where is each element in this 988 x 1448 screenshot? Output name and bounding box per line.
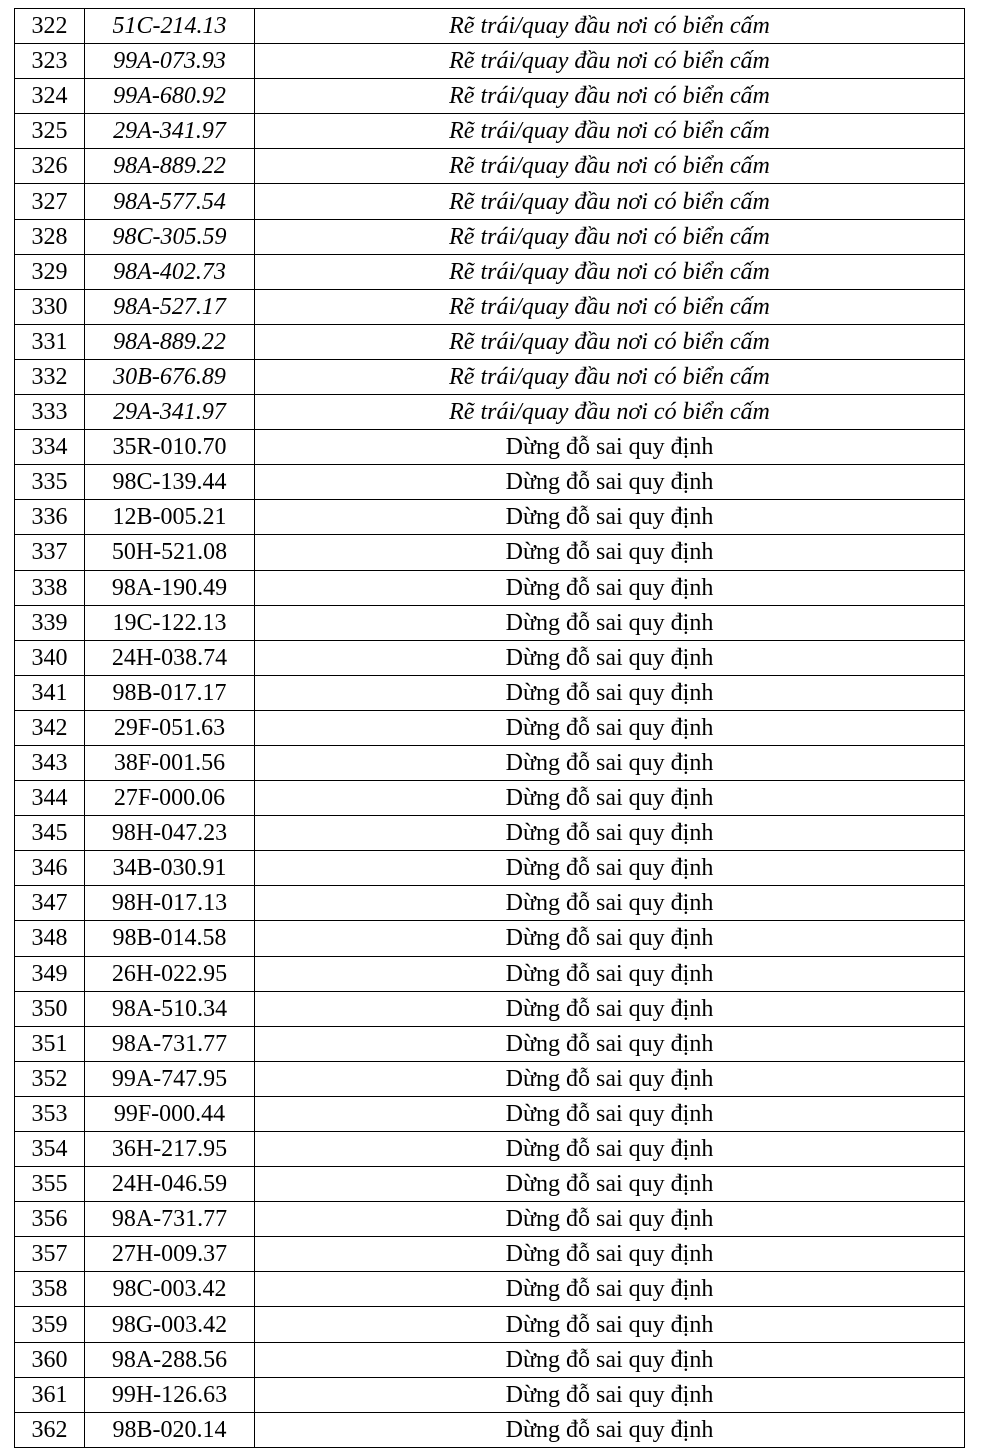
violation-cell: Rẽ trái/quay đầu nơi có biển cấm: [255, 114, 965, 149]
violation-cell: Dừng đỗ sai quy định: [255, 465, 965, 500]
row-number-cell: 337: [15, 535, 85, 570]
row-number-cell: 323: [15, 44, 85, 79]
violation-cell: Dừng đỗ sai quy định: [255, 745, 965, 780]
table-row: [15, 1307, 965, 1342]
license-plate-cell: 98B-014.58: [85, 921, 255, 956]
violation-cell: Dừng đỗ sai quy định: [255, 921, 965, 956]
license-plate-cell: 27F-000.06: [85, 781, 255, 816]
row-number-cell: 353: [15, 1096, 85, 1131]
violation-cell: Dừng đỗ sai quy định: [255, 956, 965, 991]
row-number-cell: 350: [15, 991, 85, 1026]
violation-cell: Dừng đỗ sai quy định: [255, 1096, 965, 1131]
row-number-cell: 322: [15, 9, 85, 44]
table-row: [15, 500, 965, 535]
table-row: [15, 781, 965, 816]
violation-cell: Dừng đỗ sai quy định: [255, 1026, 965, 1061]
row-number-cell: 331: [15, 324, 85, 359]
license-plate-cell: 98A-190.49: [85, 570, 255, 605]
license-plate-cell: 98A-731.77: [85, 1026, 255, 1061]
table-row: [15, 254, 965, 289]
row-number-cell: 325: [15, 114, 85, 149]
table-row: [15, 1342, 965, 1377]
row-number-cell: 324: [15, 79, 85, 114]
row-number-cell: 340: [15, 640, 85, 675]
violation-cell: Dừng đỗ sai quy định: [255, 640, 965, 675]
row-number-cell: 346: [15, 851, 85, 886]
row-number-cell: 357: [15, 1237, 85, 1272]
license-plate-cell: 98C-139.44: [85, 465, 255, 500]
table-row: [15, 1412, 965, 1447]
row-number-cell: 358: [15, 1272, 85, 1307]
table-row: [15, 921, 965, 956]
license-plate-cell: 98C-305.59: [85, 219, 255, 254]
table-row: [15, 1132, 965, 1167]
violation-cell: Dừng đỗ sai quy định: [255, 535, 965, 570]
violation-cell: Dừng đỗ sai quy định: [255, 1061, 965, 1096]
violation-cell: Dừng đỗ sai quy định: [255, 1342, 965, 1377]
row-number-cell: 354: [15, 1132, 85, 1167]
violation-cell: Rẽ trái/quay đầu nơi có biển cấm: [255, 9, 965, 44]
row-number-cell: 356: [15, 1202, 85, 1237]
license-plate-cell: 51C-214.13: [85, 9, 255, 44]
table-row: [15, 324, 965, 359]
violation-cell: Rẽ trái/quay đầu nơi có biển cấm: [255, 149, 965, 184]
license-plate-cell: 24H-038.74: [85, 640, 255, 675]
table-row: [15, 1202, 965, 1237]
row-number-cell: 352: [15, 1061, 85, 1096]
violation-cell: Dừng đỗ sai quy định: [255, 1412, 965, 1447]
violation-cell: Rẽ trái/quay đầu nơi có biển cấm: [255, 79, 965, 114]
license-plate-cell: 27H-009.37: [85, 1237, 255, 1272]
row-number-cell: 328: [15, 219, 85, 254]
violations-table: [14, 8, 965, 1448]
license-plate-cell: 29A-341.97: [85, 395, 255, 430]
license-plate-cell: 98G-003.42: [85, 1307, 255, 1342]
violation-cell: Dừng đỗ sai quy định: [255, 1377, 965, 1412]
table-row: [15, 1026, 965, 1061]
license-plate-cell: 98A-889.22: [85, 324, 255, 359]
row-number-cell: 342: [15, 710, 85, 745]
table-row: [15, 465, 965, 500]
table-row: [15, 1272, 965, 1307]
violation-cell: Rẽ trái/quay đầu nơi có biển cấm: [255, 359, 965, 394]
row-number-cell: 344: [15, 781, 85, 816]
row-number-cell: 349: [15, 956, 85, 991]
violation-cell: Dừng đỗ sai quy định: [255, 1167, 965, 1202]
violation-cell: Rẽ trái/quay đầu nơi có biển cấm: [255, 289, 965, 324]
violation-cell: Dừng đỗ sai quy định: [255, 1202, 965, 1237]
row-number-cell: 362: [15, 1412, 85, 1447]
row-number-cell: 355: [15, 1167, 85, 1202]
license-plate-cell: 38F-001.56: [85, 745, 255, 780]
row-number-cell: 336: [15, 500, 85, 535]
row-number-cell: 329: [15, 254, 85, 289]
table-row: [15, 1061, 965, 1096]
table-body: [15, 9, 965, 1448]
license-plate-cell: 29F-051.63: [85, 710, 255, 745]
violation-cell: Rẽ trái/quay đầu nơi có biển cấm: [255, 254, 965, 289]
row-number-cell: 341: [15, 675, 85, 710]
row-number-cell: 345: [15, 816, 85, 851]
license-plate-cell: 99A-747.95: [85, 1061, 255, 1096]
license-plate-cell: 98A-577.54: [85, 184, 255, 219]
table-row: [15, 149, 965, 184]
license-plate-cell: 98A-889.22: [85, 149, 255, 184]
license-plate-cell: 99F-000.44: [85, 1096, 255, 1131]
license-plate-cell: 12B-005.21: [85, 500, 255, 535]
row-number-cell: 335: [15, 465, 85, 500]
row-number-cell: 348: [15, 921, 85, 956]
table-row: [15, 430, 965, 465]
violation-cell: Dừng đỗ sai quy định: [255, 886, 965, 921]
row-number-cell: 347: [15, 886, 85, 921]
table-row: [15, 1377, 965, 1412]
table-row: [15, 535, 965, 570]
license-plate-cell: 98H-047.23: [85, 816, 255, 851]
table-row: [15, 289, 965, 324]
license-plate-cell: 29A-341.97: [85, 114, 255, 149]
license-plate-cell: 30B-676.89: [85, 359, 255, 394]
license-plate-cell: 34B-030.91: [85, 851, 255, 886]
violation-cell: Rẽ trái/quay đầu nơi có biển cấm: [255, 324, 965, 359]
violation-cell: Rẽ trái/quay đầu nơi có biển cấm: [255, 395, 965, 430]
license-plate-cell: 98A-510.34: [85, 991, 255, 1026]
table-row: [15, 991, 965, 1026]
table-row: [15, 114, 965, 149]
table-row: [15, 886, 965, 921]
table-row: [15, 1096, 965, 1131]
violation-cell: Dừng đỗ sai quy định: [255, 570, 965, 605]
license-plate-cell: 19C-122.13: [85, 605, 255, 640]
license-plate-cell: 24H-046.59: [85, 1167, 255, 1202]
row-number-cell: 360: [15, 1342, 85, 1377]
violation-cell: Dừng đỗ sai quy định: [255, 710, 965, 745]
row-number-cell: 359: [15, 1307, 85, 1342]
row-number-cell: 338: [15, 570, 85, 605]
license-plate-cell: 35R-010.70: [85, 430, 255, 465]
violation-cell: Dừng đỗ sai quy định: [255, 1272, 965, 1307]
table-row: [15, 9, 965, 44]
license-plate-cell: 98A-731.77: [85, 1202, 255, 1237]
license-plate-cell: 26H-022.95: [85, 956, 255, 991]
table-row: [15, 605, 965, 640]
violation-cell: Dừng đỗ sai quy định: [255, 816, 965, 851]
violation-cell: Dừng đỗ sai quy định: [255, 1237, 965, 1272]
violation-cell: Dừng đỗ sai quy định: [255, 675, 965, 710]
table-row: [15, 219, 965, 254]
violation-cell: Dừng đỗ sai quy định: [255, 605, 965, 640]
license-plate-cell: 98B-017.17: [85, 675, 255, 710]
license-plate-cell: 98H-017.13: [85, 886, 255, 921]
violation-cell: Dừng đỗ sai quy định: [255, 500, 965, 535]
row-number-cell: 330: [15, 289, 85, 324]
violation-cell: Dừng đỗ sai quy định: [255, 1132, 965, 1167]
license-plate-cell: 99A-073.93: [85, 44, 255, 79]
table-row: [15, 359, 965, 394]
violation-cell: Rẽ trái/quay đầu nơi có biển cấm: [255, 44, 965, 79]
table-row: [15, 395, 965, 430]
violation-cell: Dừng đỗ sai quy định: [255, 851, 965, 886]
table-row: [15, 1167, 965, 1202]
row-number-cell: 351: [15, 1026, 85, 1061]
violation-cell: Rẽ trái/quay đầu nơi có biển cấm: [255, 184, 965, 219]
row-number-cell: 326: [15, 149, 85, 184]
license-plate-cell: 99A-680.92: [85, 79, 255, 114]
table-row: [15, 640, 965, 675]
license-plate-cell: 98A-288.56: [85, 1342, 255, 1377]
violation-cell: Dừng đỗ sai quy định: [255, 1307, 965, 1342]
license-plate-cell: 98A-402.73: [85, 254, 255, 289]
license-plate-cell: 50H-521.08: [85, 535, 255, 570]
table-row: [15, 956, 965, 991]
row-number-cell: 333: [15, 395, 85, 430]
row-number-cell: 343: [15, 745, 85, 780]
license-plate-cell: 99H-126.63: [85, 1377, 255, 1412]
table-row: [15, 570, 965, 605]
table-row: [15, 184, 965, 219]
row-number-cell: 332: [15, 359, 85, 394]
table-row: [15, 44, 965, 79]
table-row: [15, 710, 965, 745]
row-number-cell: 361: [15, 1377, 85, 1412]
violation-cell: Dừng đỗ sai quy định: [255, 781, 965, 816]
license-plate-cell: 98A-527.17: [85, 289, 255, 324]
violation-cell: Dừng đỗ sai quy định: [255, 430, 965, 465]
table-row: [15, 1237, 965, 1272]
violation-cell: Rẽ trái/quay đầu nơi có biển cấm: [255, 219, 965, 254]
license-plate-cell: 98B-020.14: [85, 1412, 255, 1447]
license-plate-cell: 98C-003.42: [85, 1272, 255, 1307]
table-row: [15, 745, 965, 780]
table-row: [15, 816, 965, 851]
violation-cell: Dừng đỗ sai quy định: [255, 991, 965, 1026]
row-number-cell: 339: [15, 605, 85, 640]
table-row: [15, 675, 965, 710]
table-row: [15, 79, 965, 114]
table-row: [15, 851, 965, 886]
row-number-cell: 334: [15, 430, 85, 465]
license-plate-cell: 36H-217.95: [85, 1132, 255, 1167]
row-number-cell: 327: [15, 184, 85, 219]
